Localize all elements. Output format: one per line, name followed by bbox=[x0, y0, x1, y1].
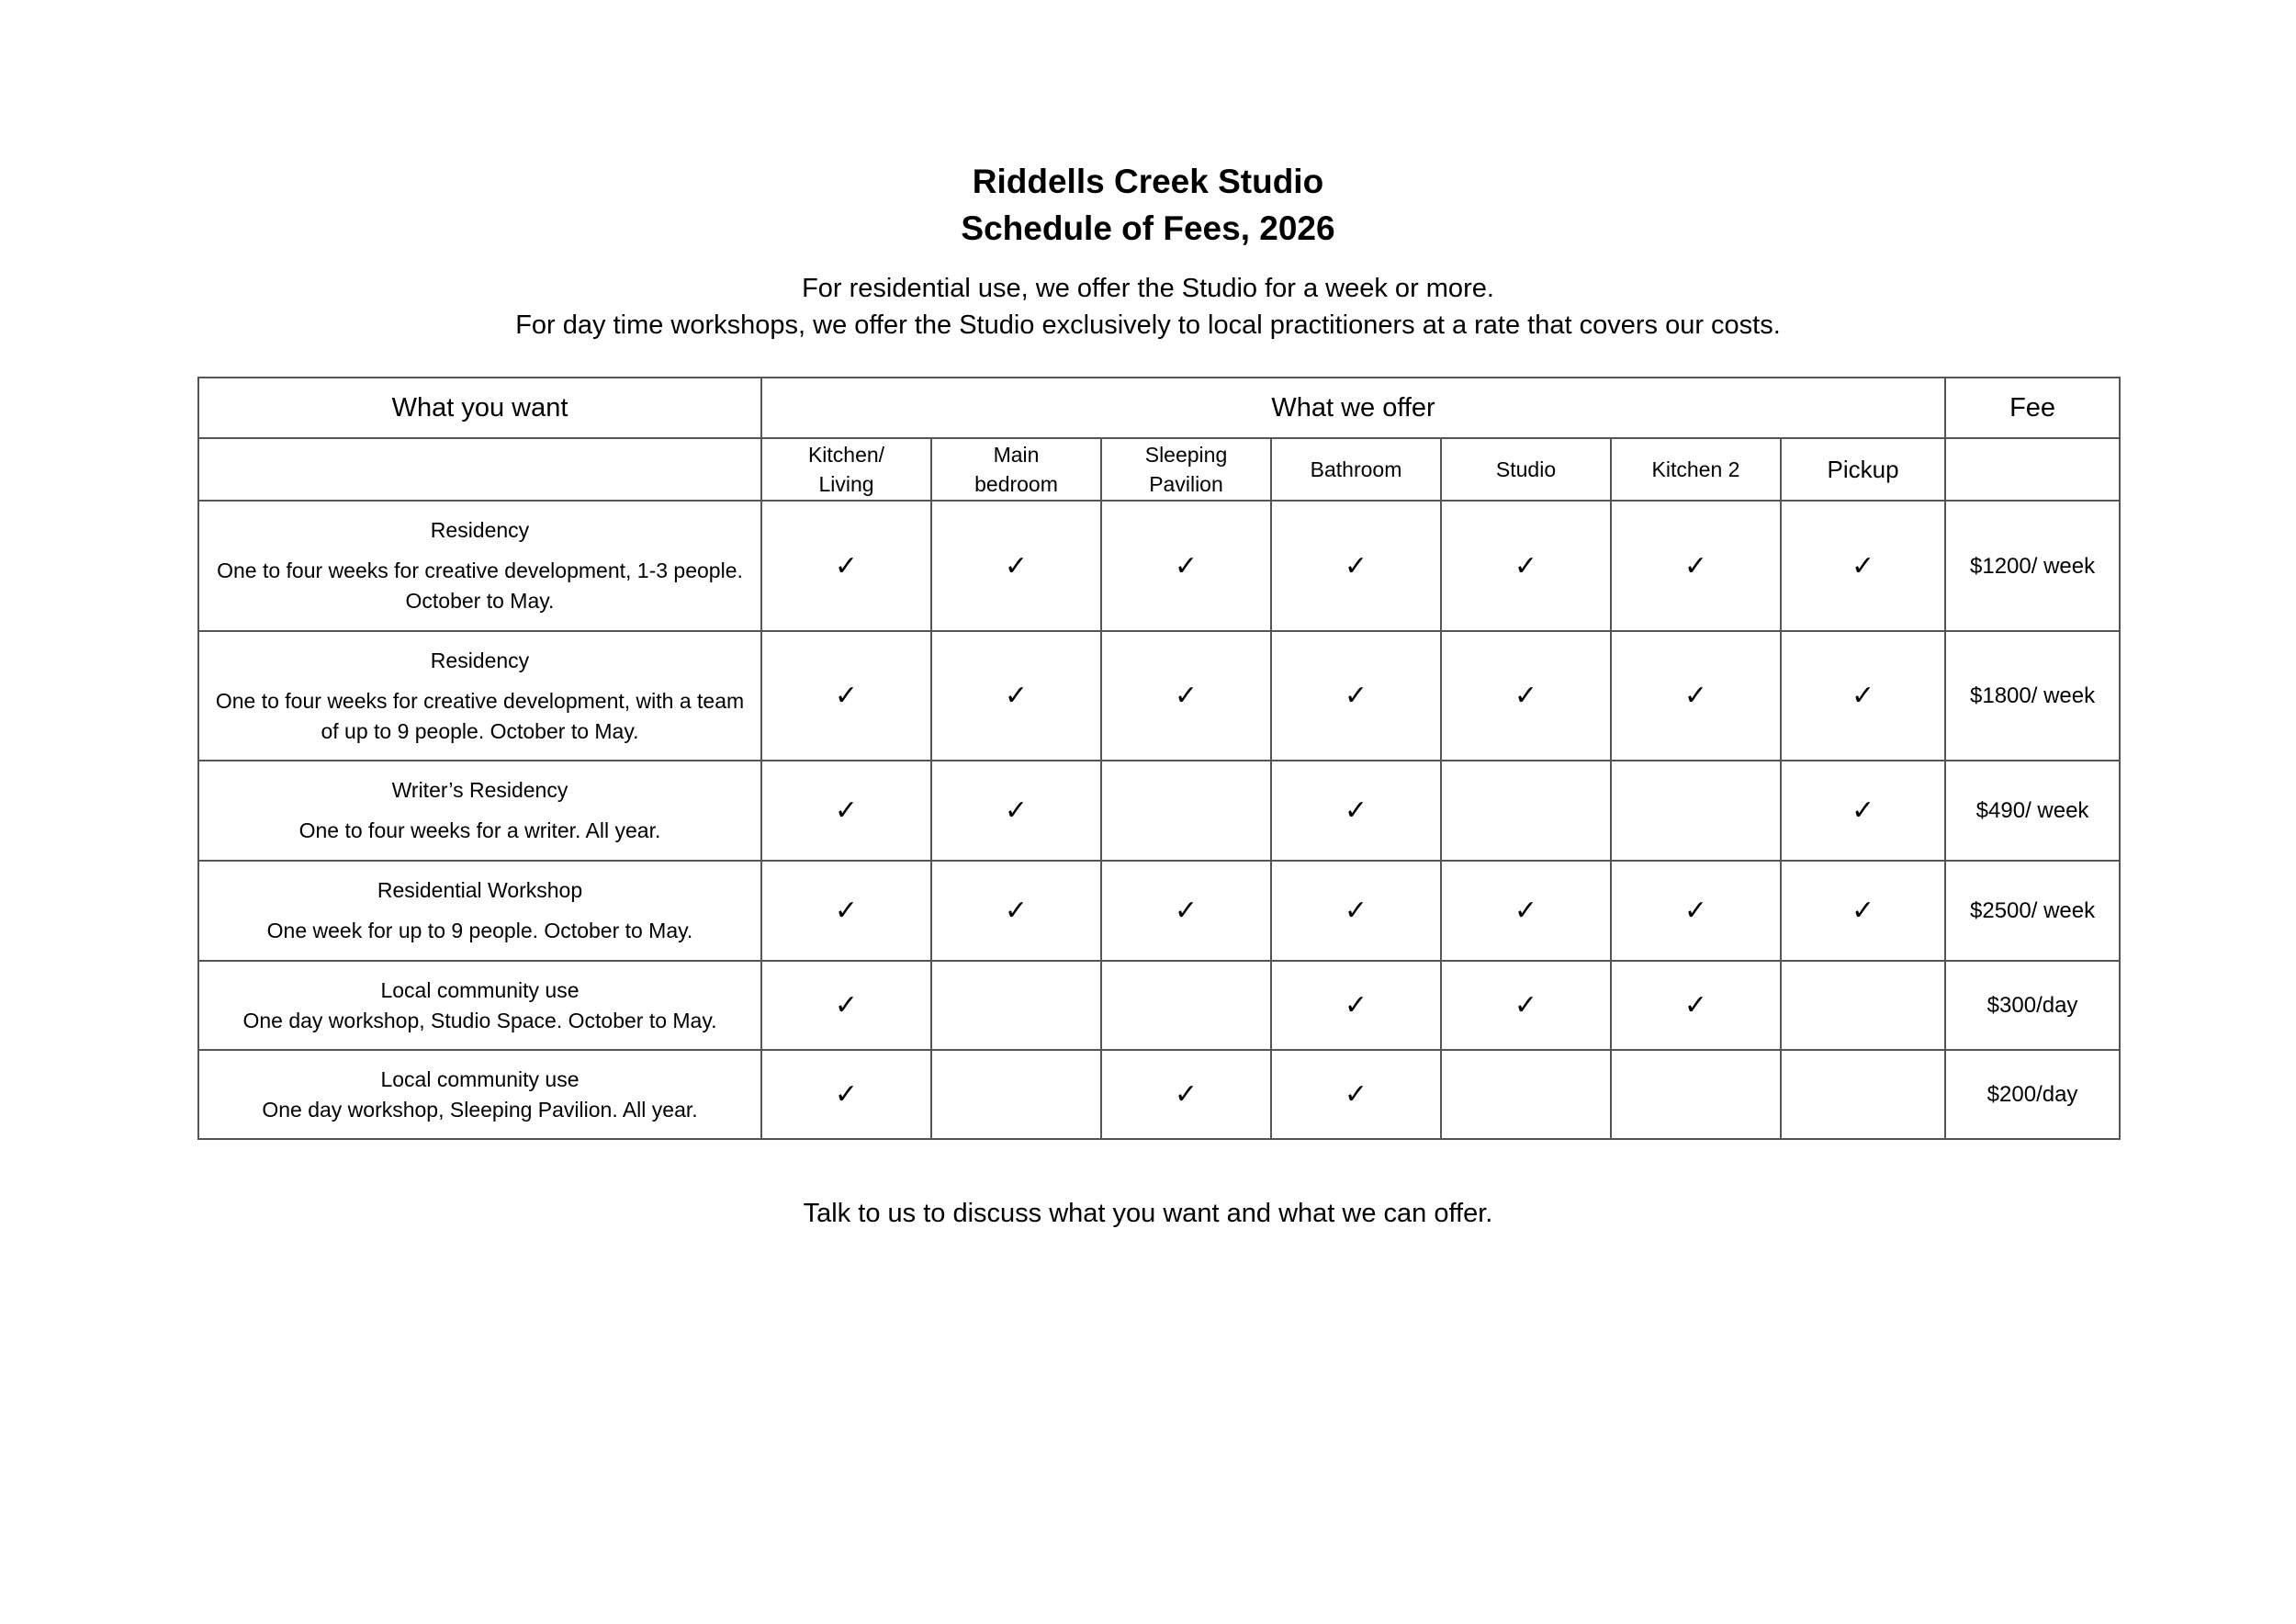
empty-cell bbox=[1101, 761, 1271, 861]
subheader-empty-fee bbox=[1945, 438, 2120, 501]
offering-cell bbox=[198, 861, 761, 961]
offering-description: One to four weeks for a writer. All year. bbox=[298, 818, 661, 842]
empty-cell bbox=[1441, 1050, 1611, 1139]
document-subtitle: Schedule of Fees, 2026 bbox=[961, 209, 1335, 247]
table-row bbox=[198, 961, 2120, 1050]
check-icon: ✓ bbox=[1781, 501, 1945, 631]
intro-line-workshops: For day time workshops, we offer the Studio exclusively to local practitioners at a rate that covers our costs. bbox=[515, 310, 1781, 340]
fee-value: $490/ week bbox=[1945, 761, 2120, 861]
fee-value: $1200/ week bbox=[1945, 501, 2120, 631]
offering-description: One week for up to 9 people. October to May. bbox=[266, 919, 693, 942]
fee-value: $200/day bbox=[1945, 1050, 2120, 1139]
table-row bbox=[198, 631, 2120, 761]
offering-description: One to four weeks for creative development, 1-3 people. October to May. bbox=[217, 558, 743, 613]
check-icon: ✓ bbox=[931, 761, 1101, 861]
offering-title: Local community use bbox=[380, 977, 580, 1002]
column-bathroom: Bathroom bbox=[1271, 438, 1441, 501]
header-fee: Fee bbox=[1945, 378, 2120, 438]
offering-description: One day workshop, Studio Space. October to May. bbox=[242, 1008, 717, 1032]
table-row bbox=[198, 501, 2120, 631]
footer-note: Talk to us to discuss what you want and what we can offer. bbox=[803, 1199, 1493, 1228]
check-icon: ✓ bbox=[931, 861, 1101, 961]
subheader-empty-want bbox=[198, 438, 761, 501]
fee-value: $1800/ week bbox=[1945, 631, 2120, 761]
check-icon: ✓ bbox=[1611, 861, 1781, 961]
check-icon: ✓ bbox=[1781, 631, 1945, 761]
check-icon: ✓ bbox=[761, 501, 931, 631]
table-row bbox=[198, 1050, 2120, 1139]
table-column-header bbox=[198, 438, 2120, 501]
column-sleeping-pavilion: Sleeping Pavilion bbox=[1101, 438, 1271, 501]
column-kitchen-living: Kitchen/ Living bbox=[761, 438, 931, 501]
offering-description: One day workshop, Sleeping Pavilion. All year. bbox=[262, 1097, 698, 1122]
check-icon: ✓ bbox=[1611, 631, 1781, 761]
header-what-we-offer: What we offer bbox=[761, 378, 1945, 438]
table-row bbox=[198, 761, 2120, 861]
check-icon: ✓ bbox=[1101, 1050, 1271, 1139]
offering-title: Residential Workshop bbox=[377, 878, 583, 902]
offering-cell bbox=[198, 631, 761, 761]
offering-cell bbox=[198, 1050, 761, 1139]
check-icon: ✓ bbox=[1271, 861, 1441, 961]
offering-title: Residency bbox=[430, 518, 530, 542]
check-icon: ✓ bbox=[1271, 1050, 1441, 1139]
check-icon: ✓ bbox=[761, 861, 931, 961]
column-studio: Studio bbox=[1441, 438, 1611, 501]
offering-title: Writer’s Residency bbox=[391, 778, 568, 802]
fees-table bbox=[197, 377, 2121, 1140]
empty-cell bbox=[1101, 961, 1271, 1050]
intro-text bbox=[0, 270, 2296, 344]
check-icon: ✓ bbox=[761, 761, 931, 861]
intro-line-residential: For residential use, we offer the Studio for a week or more. bbox=[802, 274, 1494, 303]
check-icon: ✓ bbox=[1101, 501, 1271, 631]
empty-cell bbox=[1611, 761, 1781, 861]
check-icon: ✓ bbox=[1611, 501, 1781, 631]
offering-description: One to four weeks for creative development, with a team of up to 9 people. October to May. bbox=[215, 688, 745, 743]
column-kitchen-2: Kitchen 2 bbox=[1611, 438, 1781, 501]
offering-cell bbox=[198, 501, 761, 631]
offering-title: Local community use bbox=[380, 1066, 580, 1091]
empty-cell bbox=[931, 961, 1101, 1050]
document-title: Riddells Creek Studio bbox=[972, 163, 1324, 200]
check-icon: ✓ bbox=[761, 961, 931, 1050]
fee-value: $300/day bbox=[1945, 961, 2120, 1050]
check-icon: ✓ bbox=[1271, 631, 1441, 761]
check-icon: ✓ bbox=[931, 631, 1101, 761]
check-icon: ✓ bbox=[1781, 761, 1945, 861]
check-icon: ✓ bbox=[1271, 961, 1441, 1050]
check-icon: ✓ bbox=[1101, 861, 1271, 961]
check-icon: ✓ bbox=[1781, 861, 1945, 961]
document-header bbox=[0, 158, 2296, 344]
check-icon: ✓ bbox=[1441, 501, 1611, 631]
check-icon: ✓ bbox=[1271, 761, 1441, 861]
empty-cell bbox=[1781, 1050, 1945, 1139]
check-icon: ✓ bbox=[761, 1050, 931, 1139]
check-icon: ✓ bbox=[761, 631, 931, 761]
header-what-you-want: What you want bbox=[198, 378, 761, 438]
table-row bbox=[198, 861, 2120, 961]
column-pickup: Pickup bbox=[1781, 438, 1945, 501]
empty-cell bbox=[1441, 761, 1611, 861]
offering-cell bbox=[198, 761, 761, 861]
empty-cell bbox=[1611, 1050, 1781, 1139]
empty-cell bbox=[931, 1050, 1101, 1139]
check-icon: ✓ bbox=[1441, 961, 1611, 1050]
column-main-bedroom: Main bedroom bbox=[931, 438, 1101, 501]
check-icon: ✓ bbox=[931, 501, 1101, 631]
check-icon: ✓ bbox=[1441, 631, 1611, 761]
table-group-header bbox=[198, 378, 2120, 438]
offering-title: Residency bbox=[430, 648, 530, 672]
check-icon: ✓ bbox=[1101, 631, 1271, 761]
empty-cell bbox=[1781, 961, 1945, 1050]
check-icon: ✓ bbox=[1611, 961, 1781, 1050]
check-icon: ✓ bbox=[1271, 501, 1441, 631]
check-icon: ✓ bbox=[1441, 861, 1611, 961]
fee-value: $2500/ week bbox=[1945, 861, 2120, 961]
offering-cell bbox=[198, 961, 761, 1050]
